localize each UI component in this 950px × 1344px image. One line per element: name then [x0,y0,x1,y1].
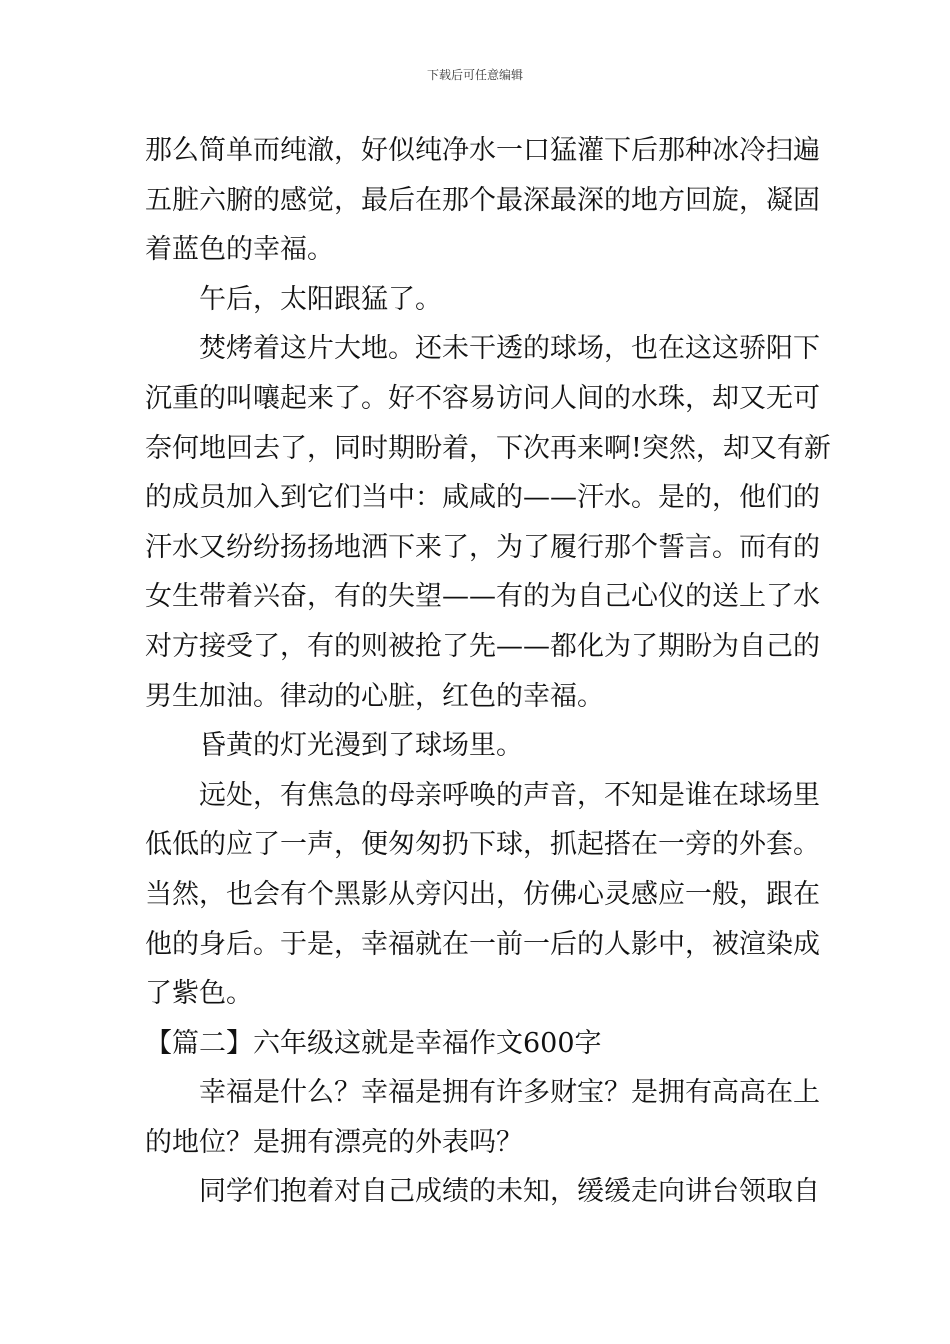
text-line: 幸福是什么？幸福是拥有许多财宝？是拥有高高在上 [199,1077,820,1109]
text-line: 他的身后。于是，幸福就在一前一后的人影中，被渲染成 [145,928,820,960]
text-line: 当然，也会有个黑影从旁闪出，仿佛心灵感应一般，跟在 [145,878,820,910]
text-line: 了紫色。 [145,978,253,1010]
text-line: 远处，有焦急的母亲呼唤的声音，不知是谁在球场里 [199,779,820,811]
text-line: 焚烤着这片大地。还未干透的球场，也在这这骄阳下 [199,333,820,365]
text-line: 的地位？是拥有漂亮的外表吗？ [145,1126,523,1158]
text-line: 昏黄的灯光漫到了球场里。 [199,730,523,762]
text-line: 那么简单而纯澈，好似纯净水一口猛灌下后那种冰冷扫遍 [145,135,820,166]
document-body [145,126,831,1217]
text-line: 对方接受了，有的则被抢了先——都化为了期盼为自己的 [145,630,820,662]
section-heading: 【篇二】六年级这就是幸福作文600字 [145,1027,602,1059]
text-line: 沉重的叫嚷起来了。好不容易访问人间的水珠，却又无可 [145,382,820,414]
text-line: 的成员加入到它们当中：咸咸的——汗水。是的，他们的 [145,482,820,514]
text-line: 着蓝色的幸福。 [145,234,334,266]
text-line: 同学们抱着对自己成绩的未知，缓缓走向讲台领取自 [199,1176,820,1208]
text-line: 五脏六腑的感觉，最后在那个最深最深的地方回旋，凝固 [145,184,820,216]
text-line: 午后，太阳跟猛了。 [199,283,442,315]
text-line: 奈何地回去了，同时期盼着，下次再来啊!突然，却又有新 [145,432,831,464]
text-line: 汗水又纷纷扬扬地洒下来了，为了履行那个誓言。而有的 [145,531,820,563]
text-line: 女生带着兴奋，有的失望——有的为自己心仪的送上了水 [145,581,820,613]
text-line: 男生加油。律动的心脏，红色的幸福。 [145,680,604,712]
page-header: 下载后可任意编辑 [426,68,523,82]
text-line: 低低的应了一声，便匆匆扔下球，抓起搭在一旁的外套。 [145,829,820,861]
